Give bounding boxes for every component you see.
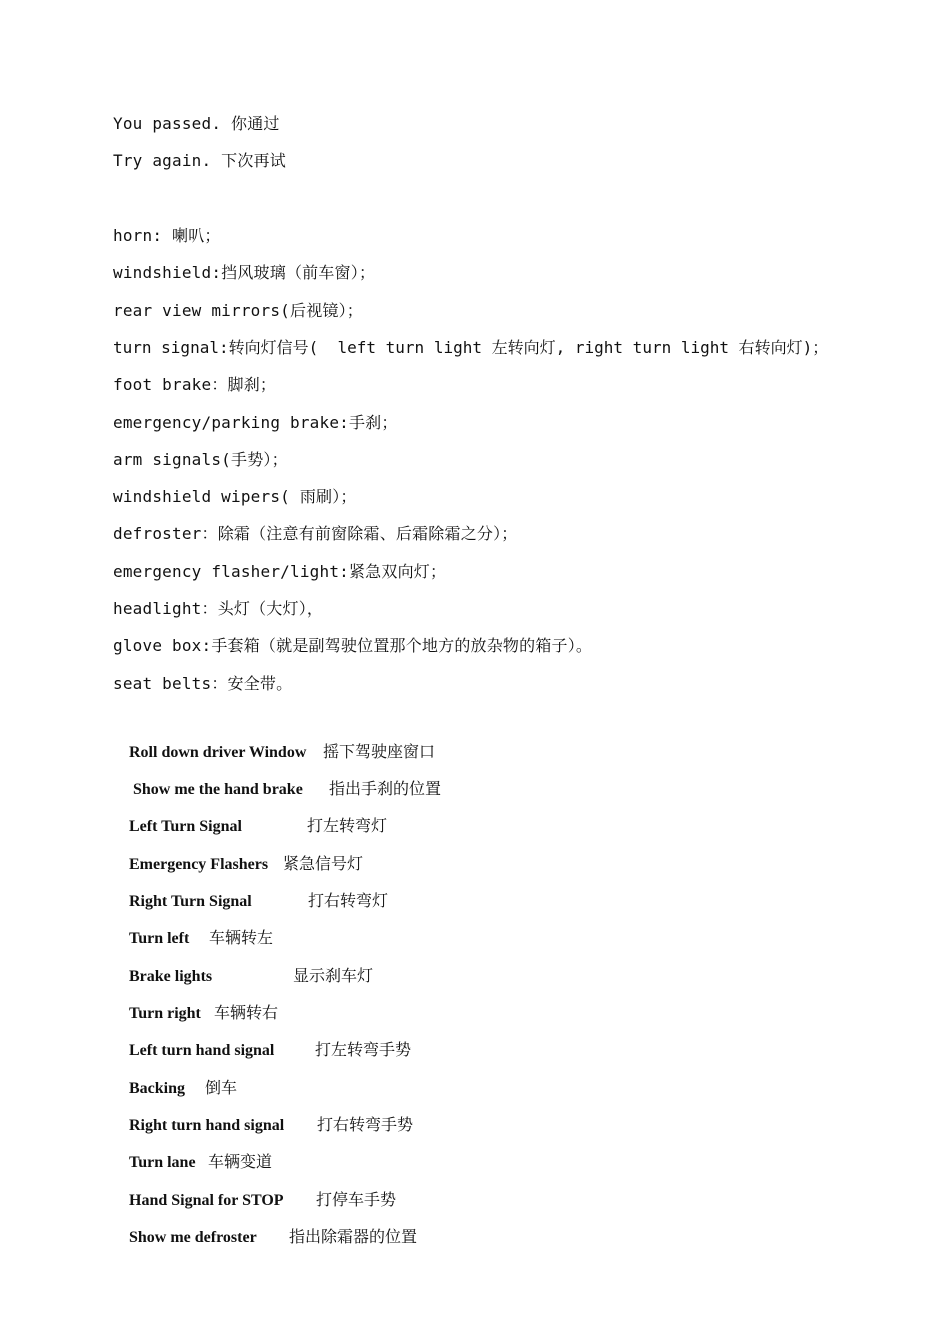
command-en: Emergency Flashers xyxy=(129,856,269,873)
command-row xyxy=(113,1165,397,1209)
command-row xyxy=(113,1202,418,1246)
command-zh: 显示刹车灯 xyxy=(293,968,374,985)
term-foot-brake: foot brake：脚刹； xyxy=(113,375,277,394)
term-turn-signal: turn signal:转向灯信号( left turn light 左转向灯, right turn light 右转向灯)； xyxy=(113,338,829,357)
command-en: Turn right xyxy=(129,1005,201,1022)
term-seat-belts: seat belts：安全带。 xyxy=(113,674,293,693)
command-row xyxy=(113,903,274,947)
command-row xyxy=(113,978,279,1022)
command-zh: 打右转弯灯 xyxy=(308,893,389,910)
command-zh: 打左转弯手势 xyxy=(315,1042,412,1059)
term-emergency-flasher: emergency flasher/light:紧急双向灯； xyxy=(113,562,447,581)
term-windshield-wipers: windshield wipers( 雨刷）； xyxy=(113,487,357,506)
command-en: Roll down driver Window xyxy=(129,744,307,761)
command-row xyxy=(113,1015,412,1059)
command-zh: 车辆转左 xyxy=(209,930,274,947)
command-en: Hand Signal for STOP xyxy=(129,1192,284,1209)
command-row xyxy=(113,866,389,910)
term-arm-signals: arm signals(手势）； xyxy=(113,450,288,469)
command-row xyxy=(113,717,436,761)
command-en: Brake lights xyxy=(129,968,213,985)
command-en: Right Turn Signal xyxy=(129,893,252,910)
term-horn: horn: 喇叭； xyxy=(113,226,221,245)
command-zh: 打左转弯灯 xyxy=(307,818,388,835)
command-zh: 倒车 xyxy=(205,1080,238,1097)
term-windshield: windshield:挡风玻璃（前车窗）； xyxy=(113,263,376,282)
command-zh: 打右转弯手势 xyxy=(317,1117,414,1134)
command-row xyxy=(113,1127,273,1171)
term-parking-brake: emergency/parking brake:手刹； xyxy=(113,413,398,432)
command-row xyxy=(113,829,364,873)
term-glove-box: glove box:手套箱（就是副驾驶位置那个地方的放杂物的箱子）。 xyxy=(113,636,593,655)
command-zh: 车辆变道 xyxy=(208,1154,273,1171)
command-zh: 车辆转右 xyxy=(214,1005,279,1022)
command-en: Turn left xyxy=(129,930,190,947)
command-row xyxy=(113,1053,238,1097)
command-en: Turn lane xyxy=(129,1154,196,1171)
command-row xyxy=(113,1090,414,1134)
phrase-try-again: Try again. 下次再试 xyxy=(113,151,286,170)
command-en: Left turn hand signal xyxy=(129,1042,275,1059)
command-zh: 指出手刹的位置 xyxy=(329,781,442,798)
command-en: Left Turn Signal xyxy=(129,818,242,835)
command-row xyxy=(113,941,374,985)
command-row xyxy=(117,754,442,798)
command-en: Backing xyxy=(129,1080,186,1097)
command-en: Right turn hand signal xyxy=(129,1117,285,1134)
command-zh: 指出除霜器的位置 xyxy=(289,1229,418,1246)
command-en: Show me defroster xyxy=(129,1229,257,1246)
command-en: Show me the hand brake xyxy=(133,781,303,798)
command-zh: 打停车手势 xyxy=(316,1192,397,1209)
term-rear-view-mirrors: rear view mirrors(后视镜）； xyxy=(113,301,363,320)
phrase-passed: You passed. 你通过 xyxy=(113,114,280,133)
term-defroster: defroster：除霜（注意有前窗除霜、后霜除霜之分）； xyxy=(113,524,518,543)
command-row xyxy=(113,791,388,835)
term-headlight: headlight：头灯（大灯）， xyxy=(113,599,324,618)
command-zh: 紧急信号灯 xyxy=(283,856,364,873)
command-zh: 摇下驾驶座窗口 xyxy=(323,744,436,761)
